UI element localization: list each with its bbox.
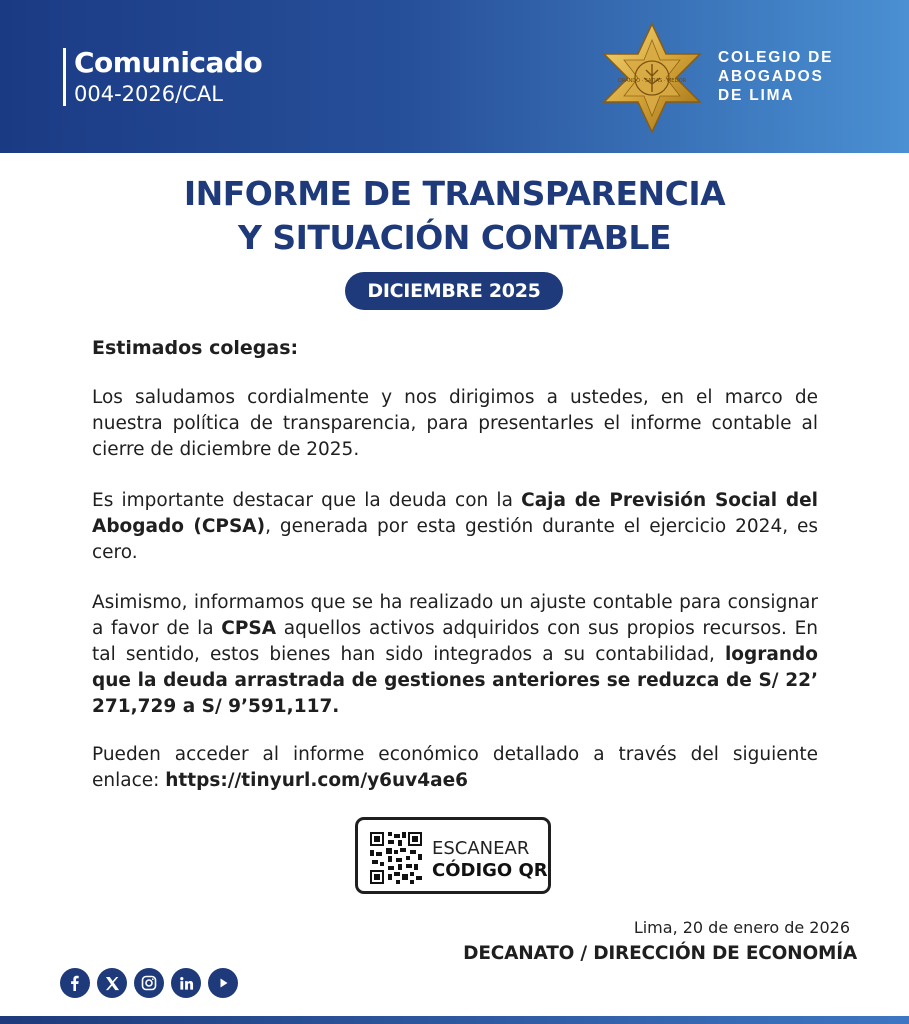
p3-text-a: Asimismo, informamos que se ha realizado un ajuste contable para consignar a favor de la bbox=[92, 592, 818, 639]
institution-name: COLEGIO DE ABOGADOS DE LIMA bbox=[718, 49, 834, 104]
signature: DECANATO / DIRECCIÓN DE ECONOMÍA bbox=[463, 943, 857, 964]
paragraph-link bbox=[92, 742, 818, 794]
qr-label-scan: ESCANEAR bbox=[432, 838, 530, 859]
x-icon[interactable] bbox=[97, 968, 127, 998]
paragraph-cpsa-debt bbox=[92, 488, 818, 566]
cal-star-logo-icon bbox=[596, 22, 708, 134]
header-divider bbox=[63, 48, 66, 106]
p2-text-a: Es importante destacar que la deuda con la bbox=[92, 490, 522, 511]
document-title bbox=[0, 172, 909, 260]
paragraph-intro: Los saludamos cordialmente y nos dirigimos a ustedes, en el marco de nuestra política de transparencia, para presentarles el informe contable al cierre de diciembre de 2025. bbox=[92, 387, 818, 460]
period-badge: DICIEMBRE 2025 bbox=[345, 272, 563, 310]
p3-bold-cpsa: CPSA bbox=[221, 618, 277, 639]
report-link[interactable]: https://tinyurl.com/y6uv4ae6 bbox=[165, 770, 469, 791]
title-line-1: INFORME DE TRANSPARENCIA bbox=[183, 174, 726, 213]
paragraph-adjustment bbox=[92, 590, 818, 720]
youtube-icon[interactable] bbox=[208, 968, 238, 998]
linkedin-icon[interactable] bbox=[171, 968, 201, 998]
logo-motto: ORANDO · SATIAS · MELIOR bbox=[617, 78, 687, 84]
greeting: Estimados colegas: bbox=[92, 337, 299, 359]
header-banner bbox=[0, 0, 909, 153]
p2-bold-cpsa: Caja de Previsión Social del Abogado (CPSA) bbox=[92, 490, 818, 537]
communique-number: 004-2026/CAL bbox=[74, 82, 223, 106]
qr-code-icon bbox=[370, 832, 422, 884]
qr-label-code: CÓDIGO QR bbox=[432, 860, 548, 881]
document-date: Lima, 20 de enero de 2026 bbox=[633, 918, 850, 937]
qr-code-box[interactable] bbox=[355, 817, 551, 894]
communique-title: Comunicado bbox=[74, 46, 263, 79]
p3-text-c: aquellos activos adquiridos con sus propios recursos. En tal sentido, estos bienes han sido integrados a su contabilidad, bbox=[92, 618, 818, 665]
facebook-icon[interactable] bbox=[60, 968, 90, 998]
p2-text-c: , generada por esta gestión durante el ejercicio 2024, es cero. bbox=[92, 516, 819, 563]
p3-bold-debt-reduction: logrando que la deuda arrastrada de gestiones anteriores se reduzca de S/ 22’ 271,729 a S/ 9’591,117. bbox=[92, 644, 818, 717]
title-line-2: Y SITUACIÓN CONTABLE bbox=[237, 218, 672, 257]
instagram-icon[interactable] bbox=[134, 968, 164, 998]
p4-text-a: Pueden acceder al informe económico detallado a través del siguiente enlace: bbox=[92, 744, 818, 791]
social-links bbox=[60, 968, 238, 998]
footer-bar bbox=[0, 1016, 909, 1024]
